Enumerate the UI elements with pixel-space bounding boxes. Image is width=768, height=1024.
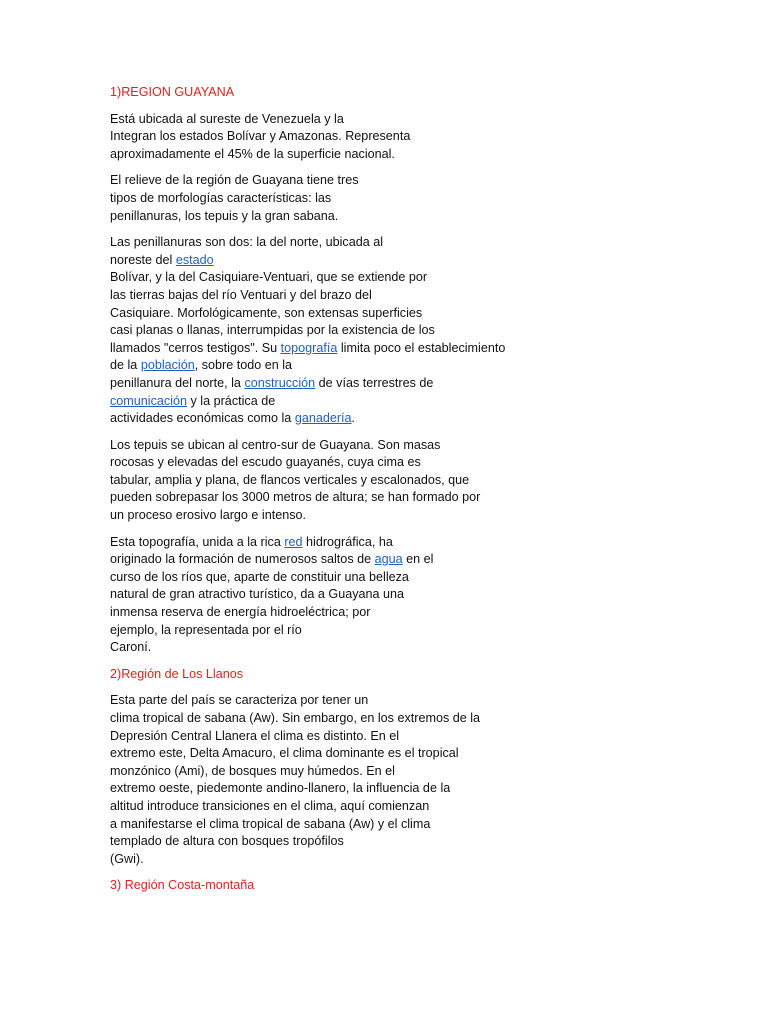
text-span: casi planas o llanas, interrumpidas por la existencia de los: [110, 323, 435, 338]
text-line: [110, 208, 550, 226]
inline-link[interactable]: topografía: [280, 340, 338, 355]
text-line: [110, 798, 550, 816]
text-line: [110, 534, 550, 552]
text-line: [110, 692, 550, 710]
text-line: [110, 745, 550, 763]
text-span: penillanuras, los tepuis y la gran sabana.: [110, 208, 339, 223]
text-line: [110, 728, 550, 746]
inline-link[interactable]: red: [284, 534, 303, 549]
text-line: [110, 340, 550, 358]
text-span: llamados "cerros testigos". Su: [110, 340, 281, 355]
text-span: ejemplo, la representada por el río: [110, 622, 302, 637]
text-line: [110, 639, 550, 657]
text-span: tipos de morfologías características: las: [110, 190, 332, 205]
paragraph: [110, 172, 550, 225]
text-span: un proceso erosivo largo e intenso.: [110, 508, 307, 523]
text-line: [110, 128, 550, 146]
section-heading: 1)REGION GUAYANA: [110, 85, 235, 99]
text-span: hidrográfica, ha: [302, 534, 393, 549]
text-line: [110, 252, 550, 270]
text-span: Esta parte del país se caracteriza por tener un: [110, 693, 369, 708]
section-heading: 3) Región Costa-montaña: [110, 878, 255, 893]
text-line: [110, 622, 550, 640]
text-span: , sobre todo en la: [194, 358, 293, 373]
text-line: [110, 551, 550, 569]
text-span: Bolívar, y la del Casiquiare-Ventuari, que se extiende por: [110, 270, 428, 285]
text-span: Depresión Central Llanera el clima es distinto. En el: [110, 728, 400, 743]
text-line: [110, 305, 550, 323]
text-span: a manifestarse el clima tropical de sabana (Aw) y el clima: [110, 816, 431, 831]
inline-link[interactable]: ganadería: [294, 411, 352, 426]
text-span: (Gwi).: [110, 851, 144, 866]
document-body: [110, 84, 550, 904]
text-span: natural de gran atractivo turístico, da a Guayana una: [110, 587, 405, 602]
text-span: Las penillanuras son dos: la del norte, ubicada al: [110, 235, 384, 250]
text-span: curso de los ríos que, aparte de constituir una belleza: [110, 569, 409, 584]
text-span: monzónico (Ami), de bosques muy húmedos. En el: [110, 763, 395, 778]
text-line: [110, 172, 550, 190]
text-line: [110, 146, 550, 164]
text-line: [110, 763, 550, 781]
text-line: [110, 111, 550, 129]
text-line: [110, 569, 550, 587]
text-line: [110, 604, 550, 622]
text-line: [110, 710, 550, 728]
paragraph: [110, 534, 550, 657]
text-span: actividades económicas como la: [110, 411, 295, 426]
text-line: [110, 269, 550, 287]
text-span: .: [351, 411, 356, 426]
text-line: [110, 190, 550, 208]
text-span: limita poco el establecimiento: [337, 340, 506, 355]
paragraph: [110, 437, 550, 525]
text-line: [110, 489, 550, 507]
inline-link[interactable]: estado: [175, 252, 214, 267]
section-heading: 2)Región de Los Llanos: [110, 666, 244, 681]
text-span: en el: [402, 552, 434, 567]
inline-link[interactable]: agua: [374, 552, 403, 567]
text-line: [110, 357, 550, 375]
text-span: y la práctica de: [187, 393, 276, 408]
text-line: [110, 287, 550, 305]
inline-link[interactable]: comunicación: [110, 393, 188, 408]
text-line: [110, 833, 550, 851]
text-line: [110, 780, 550, 798]
inline-link[interactable]: construcción: [244, 375, 316, 390]
text-span: aproximadamente el 45% de la superficie nacional.: [110, 146, 395, 161]
text-span: extremo oeste, piedemonte andino-llanero, la influencia de la: [110, 781, 451, 796]
text-span: inmensa reserva de energía hidroeléctrica; por: [110, 605, 371, 620]
text-span: templado de altura con bosques tropófilos: [110, 834, 344, 849]
text-span: penillanura del norte, la: [110, 375, 245, 390]
text-line: [110, 507, 550, 525]
paragraph: [110, 111, 550, 164]
inline-link[interactable]: población: [140, 358, 195, 373]
text-line: [110, 437, 550, 455]
text-span: pueden sobrepasar los 3000 metros de altura; se han formado por: [110, 490, 481, 505]
text-span: tabular, amplia y plana, de flancos verticales y escalonados, que: [110, 472, 470, 487]
text-span: rocosas y elevadas del escudo guayanés, cuya cima es: [110, 455, 421, 470]
text-line: [110, 472, 550, 490]
text-line: [110, 393, 550, 411]
text-span: El relieve de la región de Guayana tiene tres: [110, 173, 359, 188]
text-span: Caroní.: [110, 640, 152, 655]
text-line: [110, 851, 550, 869]
text-span: extremo este, Delta Amacuro, el clima dominante es el tropical: [110, 746, 459, 761]
text-line: [110, 375, 550, 393]
text-span: las tierras bajas del río Ventuari y del brazo del: [110, 287, 372, 302]
paragraph: [110, 234, 550, 428]
text-span: Integran los estados Bolívar y Amazonas. Representa: [110, 129, 411, 144]
text-span: de vías terrestres de: [315, 375, 434, 390]
paragraph: [110, 692, 550, 868]
text-span: altitud introduce transiciones en el clima, aquí comienzan: [110, 798, 430, 813]
text-span: clima tropical de sabana (Aw). Sin embargo, en los extremos de la: [110, 711, 481, 725]
text-line: [110, 234, 550, 252]
text-span: Está ubicada al sureste de Venezuela y la: [110, 111, 344, 126]
text-span: Los tepuis se ubican al centro-sur de Guayana. Son masas: [110, 437, 441, 452]
text-span: Casiquiare. Morfológicamente, son extensas superficies: [110, 305, 423, 320]
text-line: [110, 322, 550, 340]
text-line: [110, 454, 550, 472]
text-span: de la: [110, 358, 141, 373]
text-line: [110, 410, 550, 428]
text-line: [110, 586, 550, 604]
text-span: originado la formación de numerosos saltos de: [110, 552, 375, 567]
text-span: noreste del: [110, 252, 176, 267]
text-span: Esta topografía, unida a la rica: [110, 534, 285, 549]
text-line: [110, 816, 550, 834]
